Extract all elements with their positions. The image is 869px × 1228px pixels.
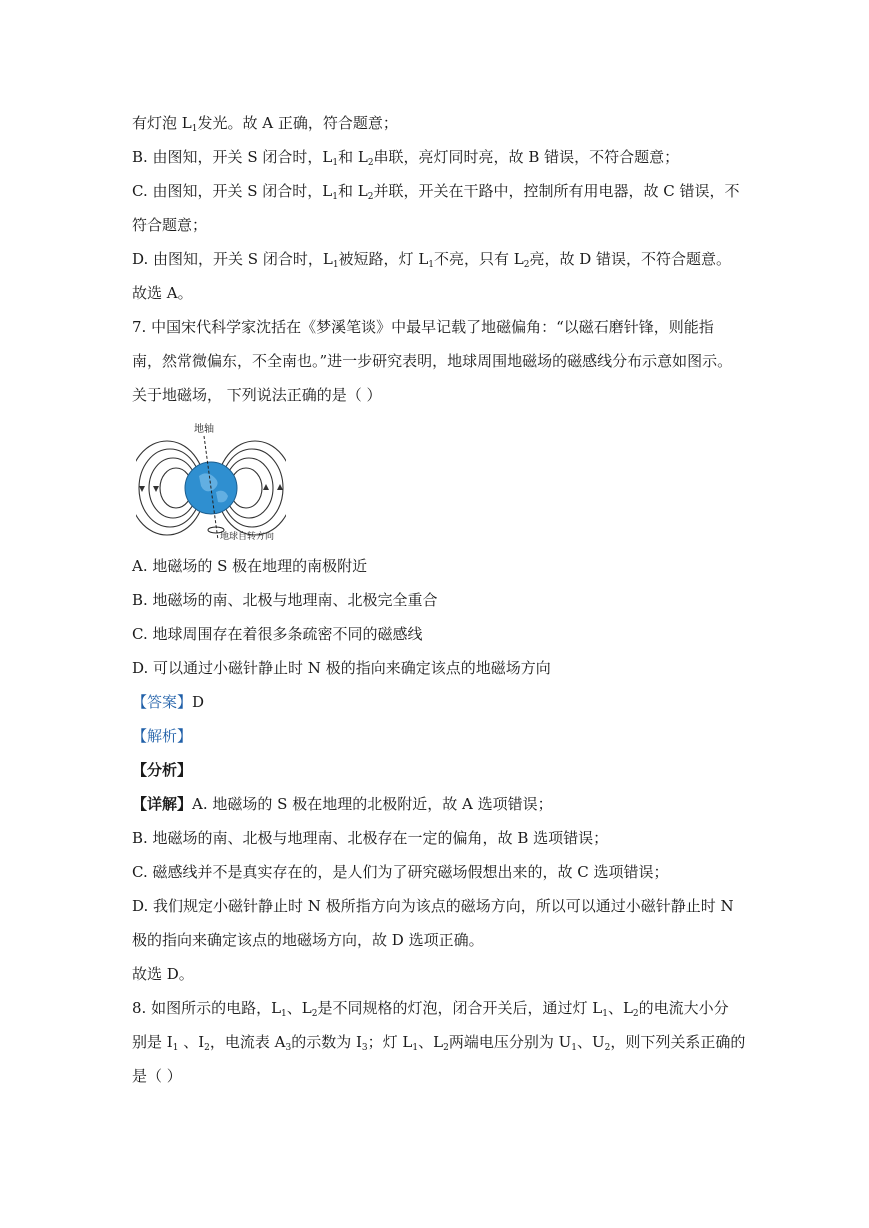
- text-line: C. 由图知，开关 S 闭合时，$L_1$和 $L_2$并联，开关在干路中，控制所有用电器，故 C 错误，不: [132, 182, 740, 202]
- option-b: B. 地磁场的南、北极与地理南、北极完全重合: [132, 591, 438, 609]
- rotation-label: 地球自转方向: [220, 532, 275, 542]
- answer-select: 故选 A。: [132, 284, 193, 302]
- detail-line: B. 地磁场的南、北极与地理南、北极存在一定的偏角，故 B 选项错误；: [132, 829, 609, 847]
- arrow-icon: [153, 486, 159, 492]
- arrow-icon: [263, 484, 269, 490]
- option-c: C. 地球周围存在着很多条疏密不同的磁感线: [132, 625, 423, 643]
- answer-select: 故选 D。: [132, 965, 194, 983]
- answer-tag: 【答案】: [132, 693, 193, 711]
- question-stem: 别是 $I_1$ 、$I_2$，电流表 $A_3$的示数为 $I_3$；灯 $L_1$、$L_2$两端电压分别为 $U_1$、$U_2$，则下列关系正确的: [132, 1033, 746, 1053]
- question-stem: 关于地磁场， 下列说法正确的是（ ）: [132, 386, 382, 404]
- fenxi-tag: 【分析】: [132, 761, 193, 779]
- detail-tag: 【详解】: [132, 795, 193, 813]
- magnetic-field-diagram: [136, 418, 286, 548]
- question-stem: 7. 中国宋代科学家沈括在《梦溪笔谈》中最早记载了地磁偏角：“以磁石磨针锋，则能指: [132, 318, 714, 336]
- arrow-icon: [139, 486, 145, 492]
- question-stem: 8. 如图所示的电路，$L_1$、$L_2$是不同规格的灯泡，闭合开关后，通过灯 $L_1$、$L_2$的电流大小分: [132, 999, 729, 1019]
- detail-line: D. 我们规定小磁针静止时 N 极所指方向为该点的磁场方向，所以可以通过小磁针静止时 N: [132, 897, 734, 915]
- text-line: B. 由图知，开关 S 闭合时，$L_1$和 $L_2$串联，亮灯同时亮，故 B 错误，不符合题意；: [132, 148, 680, 168]
- text-line: D. 由图知，开关 S 闭合时，$L_1$被短路，灯 $L_1$不亮，只有 $L_2$亮，故 D 错误，不符合题意。: [132, 250, 732, 270]
- option-a: A. 地磁场的 S 极在地理的南极附近: [132, 557, 368, 575]
- option-d: D. 可以通过小磁针静止时 N 极的指向来确定该点的地磁场方向: [132, 659, 551, 677]
- question-stem: 南，然常微偏东，不全南也。”进一步研究表明，地球周围地磁场的磁感线分布示意如图示。: [132, 352, 733, 370]
- detail-line: 【详解】A. 地磁场的 S 极在地理的北极附近，故 A 选项错误；: [132, 795, 553, 813]
- question-stem: 是（ ）: [132, 1067, 182, 1085]
- text-line: 有灯泡 $L_1$发光。故 A 正确，符合题意；: [132, 114, 398, 134]
- geomagnetic-field-figure: [136, 418, 286, 548]
- answer-value: D: [192, 693, 205, 711]
- answer-line: [132, 692, 204, 712]
- detail-line: 极的指向来确定该点的地磁场方向，故 D 选项正确。: [132, 931, 484, 949]
- axis-label: 地轴: [194, 424, 214, 435]
- arrow-icon: [277, 484, 283, 490]
- detail-line: C. 磁感线并不是真实存在的，是人们为了研究磁场假想出来的，故 C 选项错误；: [132, 863, 669, 881]
- text-line: 符合题意；: [132, 216, 208, 234]
- analysis-tag: 【解析】: [132, 727, 193, 745]
